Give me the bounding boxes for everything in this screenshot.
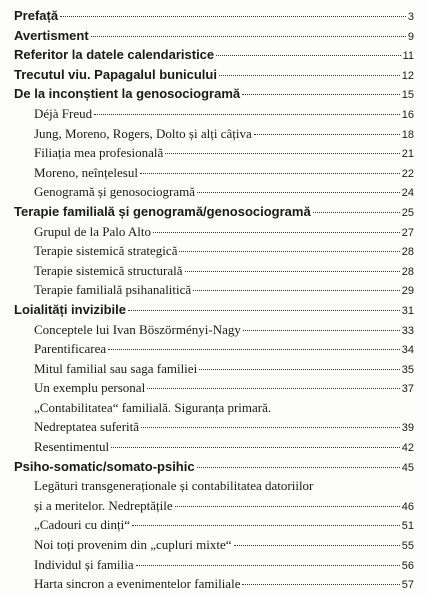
toc-entry-section — [14, 124, 414, 144]
dot-leader — [199, 369, 400, 370]
toc-entry-page: 39 — [401, 422, 414, 435]
toc-entry-section — [14, 182, 414, 202]
toc-entry-chapter — [14, 84, 414, 104]
dot-leader — [111, 447, 400, 448]
toc-entry-page: 46 — [401, 500, 414, 513]
toc-entry-page: 34 — [401, 344, 414, 357]
dot-leader — [242, 94, 400, 95]
toc-entry-chapter — [14, 202, 414, 222]
toc-entry-page: 33 — [401, 324, 414, 337]
dot-leader — [108, 349, 400, 350]
dot-leader — [132, 525, 400, 526]
toc-entry-page: 28 — [401, 265, 414, 278]
toc-entry-title: Déjà Freud — [34, 105, 93, 121]
toc-entry-section — [14, 241, 414, 261]
dot-leader — [165, 153, 400, 154]
dot-leader — [141, 427, 400, 428]
dot-leader — [242, 584, 399, 585]
toc-entry-page: 24 — [401, 187, 414, 200]
toc-entry-title: Resentimentul — [34, 439, 110, 455]
toc-entry-section — [14, 378, 414, 398]
toc-entry-title: Harta sincron a evenimentelor familiale — [34, 576, 241, 592]
toc-entry-section — [14, 163, 414, 183]
toc-entry-title: Conceptele lui Ivan Böszörményi-Nagy — [34, 321, 241, 337]
toc-entry-title: Terapie sistemică structurală — [34, 262, 183, 278]
toc-entry-title: Trecutul viu. Papagalul bunicului — [14, 66, 217, 82]
toc-entry-title: Psiho-somatic/somato-psihic — [14, 458, 195, 474]
toc-entry-page: 18 — [401, 128, 414, 141]
dot-leader — [185, 271, 400, 272]
toc-entry-page: 3 — [407, 11, 414, 23]
toc-entry-section — [14, 222, 414, 242]
toc-entry-title: „Cadouri cu dinți“ — [34, 517, 131, 533]
toc-entry-chapter — [14, 26, 414, 46]
toc-entry-title: Parentificarea — [34, 341, 107, 357]
toc-entry-page: 35 — [401, 363, 414, 376]
dot-leader — [254, 134, 400, 135]
toc-entry-title: și a meritelor. Nedreptățile — [34, 497, 173, 513]
toc-entry-section — [14, 515, 414, 535]
toc-entry-page: 11 — [402, 50, 414, 63]
toc-entry-page: 25 — [401, 206, 414, 219]
toc-entry-title: Un exemplu personal — [34, 380, 146, 396]
dot-leader — [197, 192, 400, 193]
toc-entry-section-text — [14, 398, 414, 418]
toc-entry-title: Terapie familială și genogramă/genosociogramă — [14, 203, 311, 219]
toc-entry-chapter — [14, 45, 414, 65]
toc-entry-title: Individul și familia — [34, 556, 134, 572]
toc-entry-section — [14, 359, 414, 379]
toc-entry-page: 57 — [401, 579, 414, 592]
toc-entry-title: Terapie familială psihanalitică — [34, 282, 192, 298]
dot-leader — [234, 545, 400, 546]
dot-leader — [179, 251, 399, 252]
dot-leader — [94, 114, 400, 115]
toc-entry-title: Avertisment — [14, 27, 89, 43]
toc-entry-chapter — [14, 300, 414, 320]
toc-entry-title: Genogramă și genosociogramă — [34, 184, 196, 200]
toc-entry-section — [14, 496, 414, 516]
toc-entry-section — [14, 417, 414, 437]
toc-entry-title: Legături transgeneraționale și contabilitatea datoriilor — [34, 478, 314, 494]
toc-entry-section — [14, 104, 414, 124]
dot-leader — [140, 173, 400, 174]
dot-leader — [153, 232, 400, 233]
dot-leader — [136, 565, 400, 566]
dot-leader — [147, 388, 400, 389]
toc-entry-section — [14, 280, 414, 300]
toc-entry-page: 29 — [401, 285, 414, 298]
toc-entry-section — [14, 555, 414, 575]
dot-leader — [216, 55, 400, 56]
toc-entry-section-text — [14, 476, 414, 496]
toc-entry-section — [14, 261, 414, 281]
toc-entry-title: Mitul familial sau saga familiei — [34, 360, 198, 376]
dot-leader — [175, 506, 400, 507]
toc-entry-page: 15 — [401, 89, 414, 102]
toc-entry-title: Terapie sistemică strategică — [34, 243, 178, 259]
toc-entry-section — [14, 437, 414, 457]
toc-entry-title: Filiația mea profesională — [34, 145, 164, 161]
toc-entry-page: 12 — [401, 69, 414, 82]
toc-entry-title: Jung, Moreno, Rogers, Dolto și alți câțiva — [34, 125, 252, 141]
toc-entry-chapter — [14, 457, 414, 477]
toc-entry-chapter — [14, 6, 414, 26]
dot-leader — [219, 75, 400, 76]
toc-entry-section — [14, 535, 414, 555]
toc-entry-page: 55 — [401, 540, 414, 553]
toc-entry-page: 22 — [401, 167, 414, 180]
toc-entry-page: 45 — [401, 461, 414, 474]
toc-entry-page: 42 — [401, 442, 414, 455]
toc-entry-title: Moreno, neînțelesul — [34, 164, 138, 180]
toc-entry-section — [14, 143, 414, 163]
toc-entry-page: 51 — [401, 520, 414, 533]
toc-entry-page: 37 — [401, 383, 414, 396]
dot-leader — [91, 36, 406, 37]
dot-leader — [313, 212, 400, 213]
toc-entry-chapter — [14, 65, 414, 85]
dot-leader — [193, 290, 400, 291]
toc-entry-title: Loialități invizibile — [14, 301, 126, 317]
dot-leader — [60, 16, 406, 17]
dot-leader — [128, 310, 400, 311]
toc-entry-page: 28 — [401, 246, 414, 259]
toc-entry-title: De la inconștient la genosociogramă — [14, 86, 241, 102]
dot-leader — [197, 467, 400, 468]
toc-entry-title: Referitor la datele calendaristice — [14, 47, 215, 63]
toc-entry-title: „Contabilitatea“ familială. Siguranța primară. — [34, 399, 272, 415]
toc-entry-section — [14, 320, 414, 340]
toc-entry-page: 16 — [401, 108, 414, 121]
toc-entry-title: Nedreptatea suferită — [34, 419, 140, 435]
toc-entry-page: 27 — [401, 226, 414, 239]
toc-entry-page: 31 — [401, 304, 414, 317]
dot-leader — [243, 330, 400, 331]
toc-entry-title: Prefață — [14, 8, 59, 23]
toc-entry-page: 56 — [401, 559, 414, 572]
toc-entry-page: 9 — [407, 30, 414, 43]
toc-entry-section — [14, 339, 414, 359]
toc-entry-section — [14, 574, 414, 594]
toc-entry-page: 21 — [401, 148, 414, 161]
toc-entry-title: Grupul de la Palo Alto — [34, 223, 151, 239]
toc-entry-title: Noi toți provenim din „cupluri mixte“ — [34, 537, 232, 553]
